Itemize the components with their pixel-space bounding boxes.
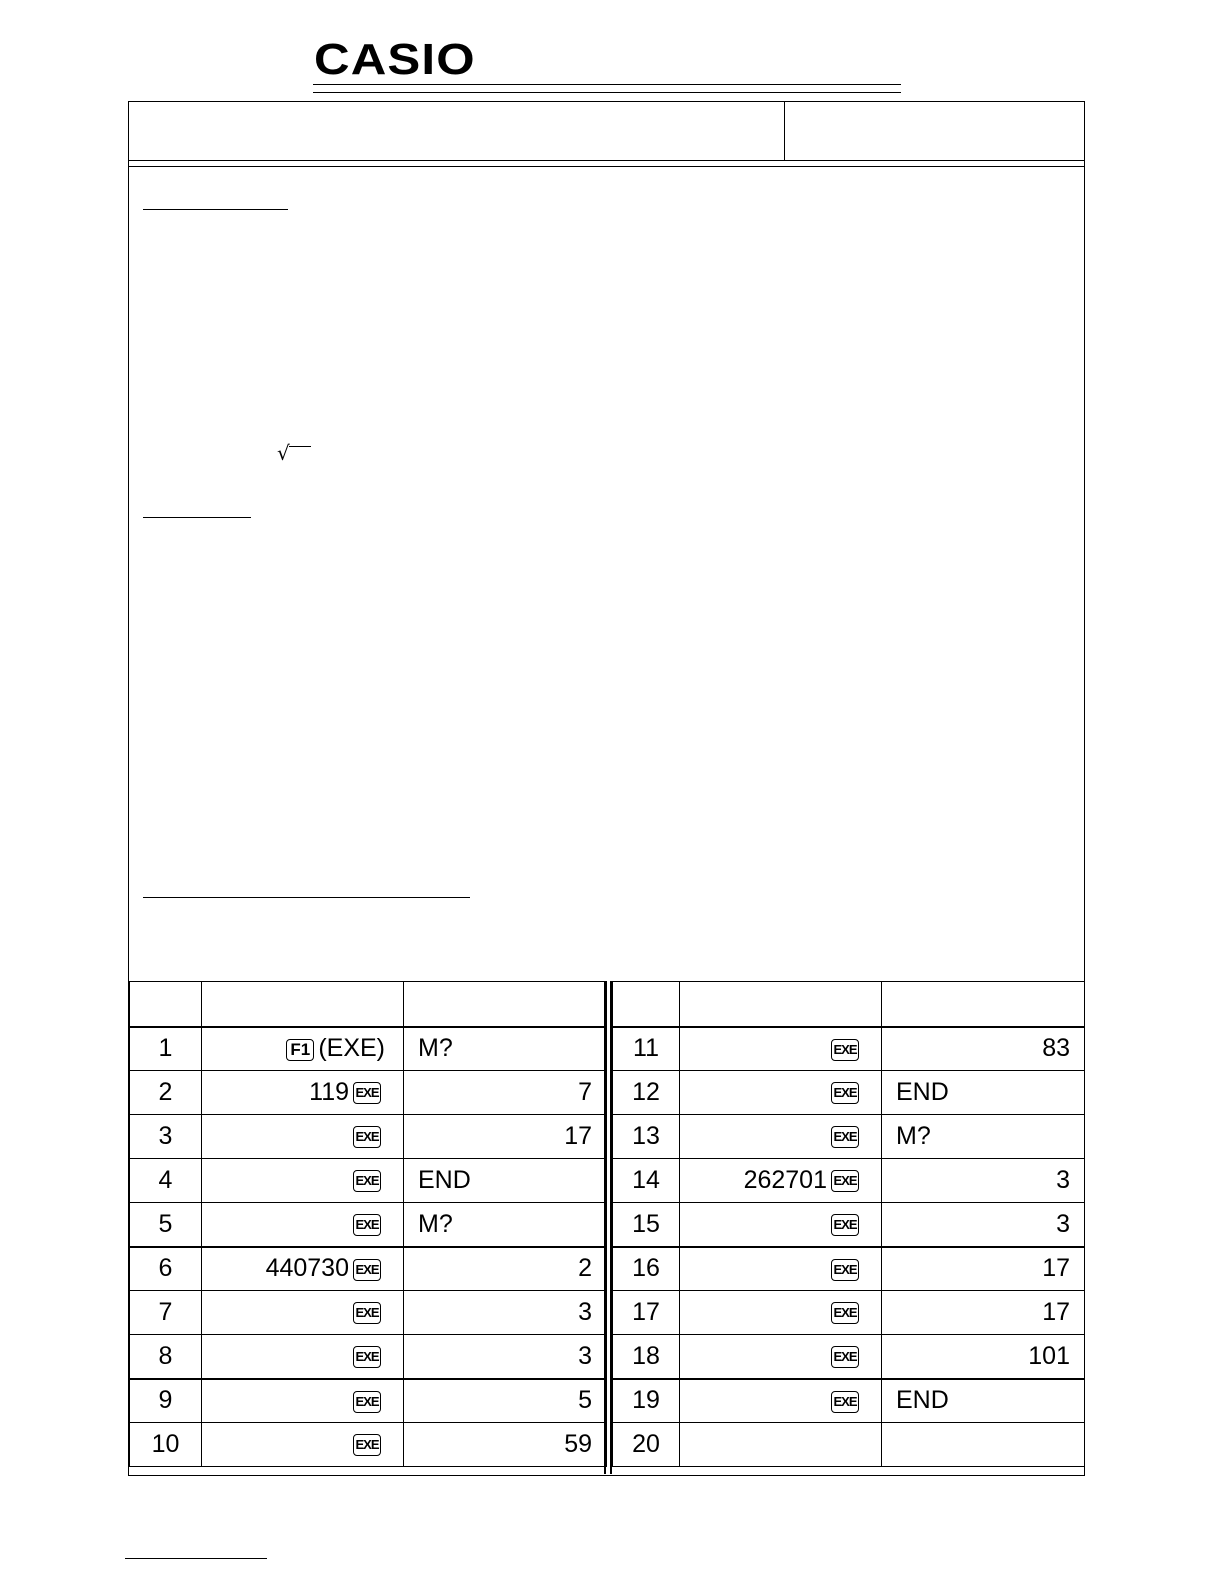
table-row	[130, 1027, 607, 1071]
key-operation	[202, 1247, 404, 1291]
key-operation	[202, 1203, 404, 1247]
key-operation	[680, 1247, 882, 1291]
key-operation	[680, 1027, 882, 1071]
step-number: 17	[613, 1291, 680, 1335]
display-result: END	[882, 1071, 1085, 1115]
display-result: 17	[882, 1247, 1085, 1291]
table-row	[130, 1071, 607, 1115]
table-row	[613, 1203, 1085, 1247]
display-result: 3	[882, 1159, 1085, 1203]
exe-key-icon: EXE	[831, 1259, 859, 1281]
step-number: 1	[130, 1027, 202, 1071]
exe-key-icon: EXE	[831, 1214, 859, 1236]
table-row	[613, 1159, 1085, 1203]
table-row	[130, 1159, 607, 1203]
casio-logo: CASIO	[314, 35, 476, 84]
step-number: 6	[130, 1247, 202, 1291]
display-result: 17	[404, 1115, 607, 1159]
exe-key-icon: EXE	[353, 1214, 381, 1236]
exe-key-icon: EXE	[353, 1302, 381, 1324]
exe-key-icon: EXE	[353, 1082, 381, 1104]
logo-rule-bottom	[313, 92, 901, 93]
key-input-value: 119	[309, 1078, 349, 1106]
key-operation	[680, 1335, 882, 1379]
display-result: 59	[404, 1423, 607, 1467]
table-row	[130, 1115, 607, 1159]
step-number: 2	[130, 1071, 202, 1115]
display-result: END	[882, 1379, 1085, 1423]
table-row	[130, 1291, 607, 1335]
key-operation	[202, 1027, 404, 1071]
exe-key-icon: EXE	[831, 1126, 859, 1148]
table-row	[613, 1247, 1085, 1291]
step-number: 16	[613, 1247, 680, 1291]
section-heading-underline-2	[143, 517, 251, 518]
exe-key-icon: EXE	[831, 1039, 859, 1061]
step-number: 20	[613, 1423, 680, 1467]
table-row	[130, 1423, 607, 1467]
f1-key-icon: F1	[286, 1039, 314, 1061]
display-result: M?	[404, 1027, 607, 1071]
exe-key-icon: EXE	[353, 1170, 381, 1192]
table-row	[613, 1291, 1085, 1335]
table-separator-right	[610, 981, 612, 1474]
step-number: 8	[130, 1335, 202, 1379]
display-result: 2	[404, 1247, 607, 1291]
key-operation	[680, 1423, 882, 1467]
table-row	[130, 1203, 607, 1247]
table-header-row	[130, 982, 607, 1027]
step-number: 13	[613, 1115, 680, 1159]
exe-key-icon: EXE	[831, 1302, 859, 1324]
key-operation	[680, 1379, 882, 1423]
key-operation	[680, 1203, 882, 1247]
step-number: 9	[130, 1379, 202, 1423]
section-heading-underline-3	[143, 897, 470, 898]
exe-key-icon: EXE	[353, 1259, 381, 1281]
exe-key-icon: EXE	[353, 1346, 381, 1368]
step-number: 4	[130, 1159, 202, 1203]
table-header-cell	[130, 982, 202, 1027]
step-number: 15	[613, 1203, 680, 1247]
table-header-cell	[202, 982, 404, 1027]
key-input-value: 440730	[265, 1254, 349, 1283]
key-operation	[202, 1379, 404, 1423]
table-row	[613, 1335, 1085, 1379]
display-result: END	[404, 1159, 607, 1203]
table-row	[613, 1379, 1085, 1423]
step-number: 12	[613, 1071, 680, 1115]
table-header-cell	[680, 982, 882, 1027]
step-number: 11	[613, 1027, 680, 1071]
display-result: M?	[882, 1115, 1085, 1159]
exe-key-icon: EXE	[831, 1170, 859, 1192]
step-number: 19	[613, 1379, 680, 1423]
table-row	[613, 1071, 1085, 1115]
display-result: 17	[882, 1291, 1085, 1335]
logo-rule-top	[313, 84, 901, 85]
key-suffix: (EXE)	[318, 1034, 385, 1063]
display-result	[882, 1423, 1085, 1467]
header-divider	[784, 102, 785, 160]
table-header-row	[613, 982, 1085, 1027]
key-operation	[202, 1291, 404, 1335]
display-result: 5	[404, 1379, 607, 1423]
table-separator-left	[604, 981, 606, 1474]
key-operation	[202, 1423, 404, 1467]
key-operation	[202, 1115, 404, 1159]
display-result: 83	[882, 1027, 1085, 1071]
table-row	[613, 1423, 1085, 1467]
display-result: 3	[404, 1291, 607, 1335]
key-operation	[680, 1071, 882, 1115]
exe-key-icon: EXE	[353, 1126, 381, 1148]
step-number: 10	[130, 1423, 202, 1467]
step-number: 18	[613, 1335, 680, 1379]
exe-key-icon: EXE	[353, 1391, 381, 1413]
step-number: 5	[130, 1203, 202, 1247]
key-operation	[202, 1335, 404, 1379]
table-row	[613, 1115, 1085, 1159]
key-operation-table-left	[129, 981, 607, 1467]
key-operation	[680, 1159, 882, 1203]
section-heading-underline-1	[143, 209, 288, 210]
key-operation	[680, 1291, 882, 1335]
display-result: 101	[882, 1335, 1085, 1379]
key-input-value: 262701	[743, 1166, 827, 1194]
table-row	[130, 1247, 607, 1291]
table-row	[130, 1379, 607, 1423]
table-header-cell	[404, 982, 607, 1027]
display-result: 7	[404, 1071, 607, 1115]
display-result: 3	[404, 1335, 607, 1379]
table-row	[613, 1027, 1085, 1071]
header-rule	[129, 160, 1084, 161]
key-operation-table-right	[612, 981, 1085, 1467]
header-rule-double	[129, 166, 1084, 167]
square-root-symbol: √	[277, 443, 311, 463]
table-header-cell	[613, 982, 680, 1027]
display-result: M?	[404, 1203, 607, 1247]
exe-key-icon: EXE	[831, 1082, 859, 1104]
key-operation	[680, 1115, 882, 1159]
display-result: 3	[882, 1203, 1085, 1247]
key-operation	[202, 1159, 404, 1203]
exe-key-icon: EXE	[831, 1391, 859, 1413]
footer-rule	[125, 1558, 267, 1559]
exe-key-icon: EXE	[831, 1346, 859, 1368]
table-header-cell	[882, 982, 1085, 1027]
step-number: 14	[613, 1159, 680, 1203]
table-row	[130, 1335, 607, 1379]
step-number: 3	[130, 1115, 202, 1159]
exe-key-icon: EXE	[353, 1434, 381, 1456]
key-operation	[202, 1071, 404, 1115]
step-number: 7	[130, 1291, 202, 1335]
